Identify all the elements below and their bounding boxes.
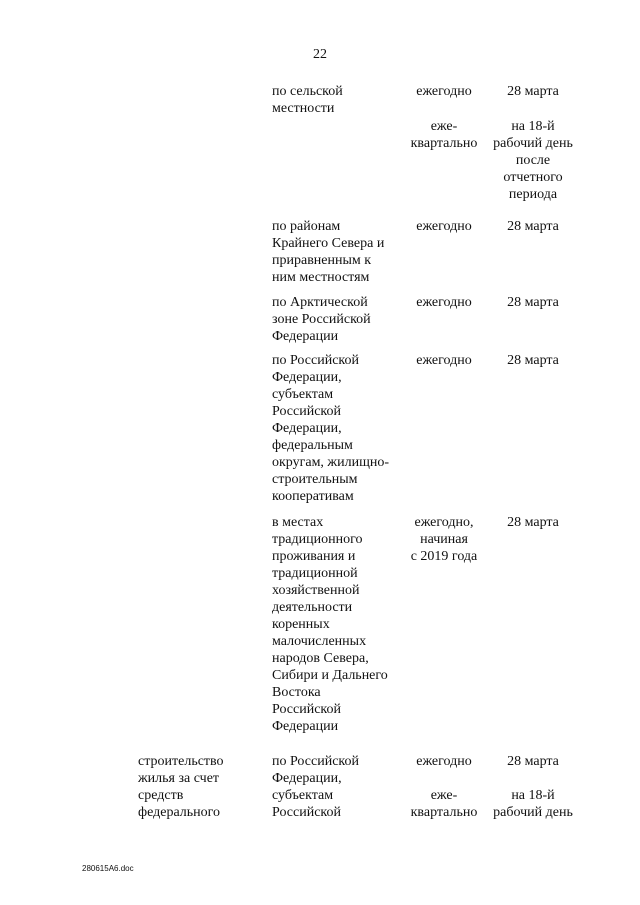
section-cell: по районам Крайнего Севера и приравненным к ним местностям: [272, 219, 385, 285]
page-number: 22: [313, 47, 327, 62]
deadline-cell: на 18-й рабочий день: [493, 788, 573, 820]
deadline-cell: 28 марта: [507, 219, 559, 234]
frequency-cell: ежегодно: [416, 754, 472, 769]
frequency-cell: ежегодно: [416, 353, 472, 368]
frequency-cell: еже- квартально: [410, 119, 478, 151]
deadline-cell: 28 марта: [507, 84, 559, 99]
frequency-cell: ежегодно, начиная с 2019 года: [410, 515, 478, 564]
deadline-cell: 28 марта: [507, 515, 559, 530]
deadline-cell: 28 марта: [507, 295, 559, 310]
topic-cell: строительство жилья за счет средств федерального: [138, 754, 224, 820]
frequency-cell: ежегодно: [416, 295, 472, 310]
frequency-cell: ежегодно: [416, 219, 472, 234]
deadline-cell: 28 марта: [507, 754, 559, 769]
section-cell: по Российской Федерации, субъектам Российской Федерации, федеральным округам, жилищно- строительным кооперативам: [272, 353, 390, 504]
document-filename: 280615A6.doc: [82, 864, 134, 873]
deadline-cell: на 18-й рабочий день после отчетного периода: [493, 119, 573, 202]
section-cell: по Российской Федерации, субъектам Российской: [272, 754, 359, 820]
section-cell: по Арктической зоне Российской Федерации: [272, 295, 371, 344]
deadline-cell: 28 марта: [507, 353, 559, 368]
section-cell: в местах традиционного проживания и традиционной хозяйственной деятельности коренных малочисленных народов Севера, Сибири и Дальнего Востока Российской Федерации: [272, 515, 388, 734]
frequency-cell: ежегодно: [416, 84, 472, 99]
frequency-cell: еже- квартально: [410, 788, 478, 820]
section-cell: по сельской местности: [272, 84, 343, 116]
